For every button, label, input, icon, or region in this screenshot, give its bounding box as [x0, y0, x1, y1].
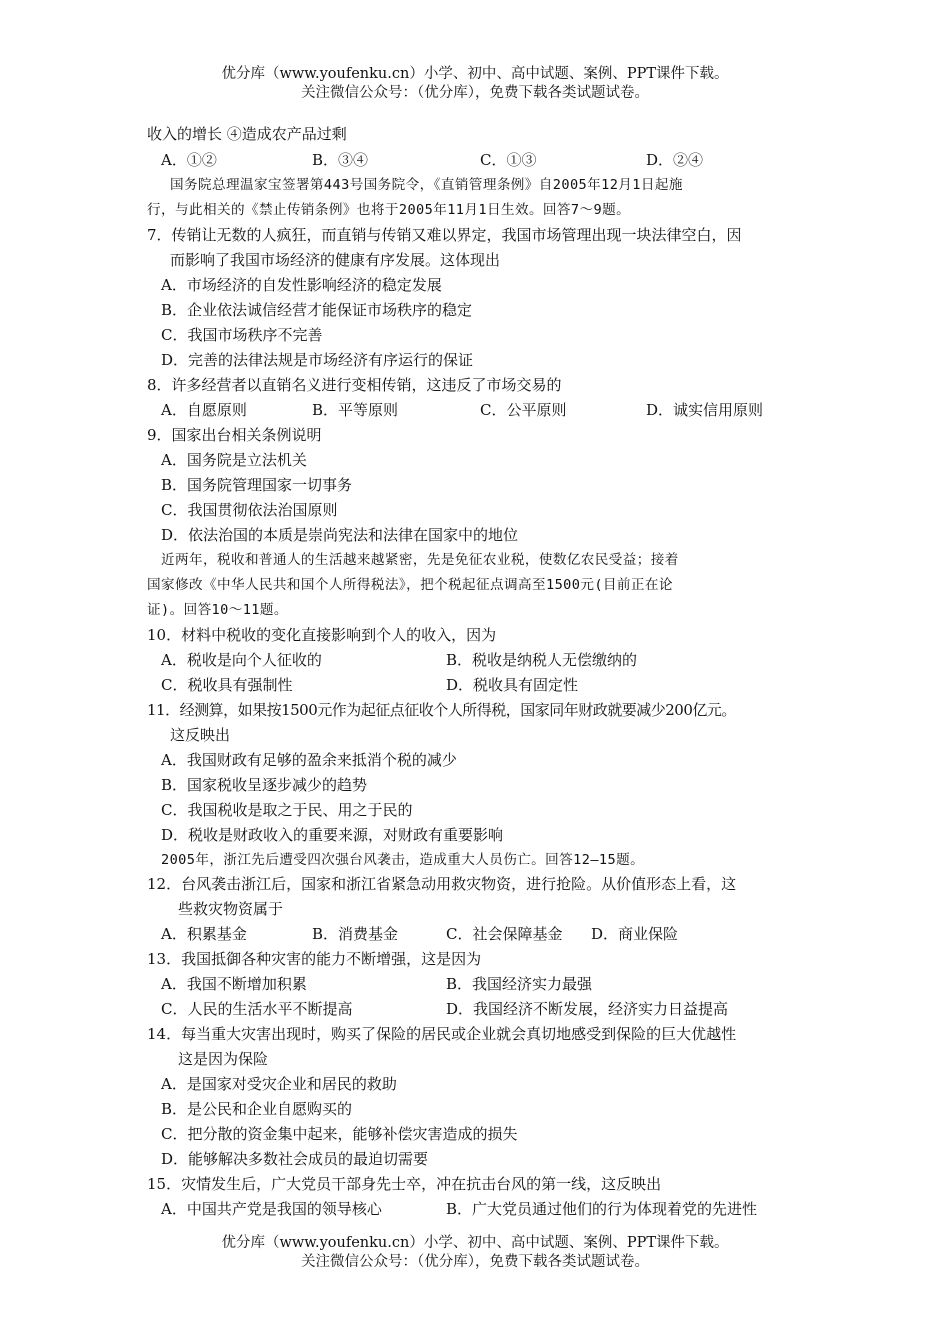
option: A．中国共产党是我国的领导核心	[161, 1200, 382, 1218]
material-text: 证)。回答10～11题。	[147, 602, 288, 618]
option: D．完善的法律法规是市场经济有序运行的保证	[161, 351, 474, 369]
option: C．税收具有强制性	[161, 676, 293, 694]
option: A．国务院是立法机关	[161, 451, 307, 469]
text-line: 收入的增长 ④造成农产品过剩	[147, 125, 347, 143]
question-text: 些救灾物资属于	[178, 900, 284, 918]
option: C．把分散的资金集中起来，能够补偿灾害造成的损失	[161, 1125, 518, 1143]
material-text: 行，与此相关的《禁止传销条例》也将于2005年11月1日生效。回答7～9题。	[147, 202, 631, 218]
option: D．商业保险	[591, 925, 679, 943]
option: B．③④	[312, 151, 369, 169]
option: B．平等原则	[312, 401, 399, 419]
page-header	[0, 65, 950, 103]
option: C．我国贯彻依法治国原则	[161, 501, 338, 519]
option: D．税收是财政收入的重要来源，对财政有重要影响	[161, 826, 504, 844]
option: A．我国不断增加积累	[161, 975, 307, 993]
option: B．我国经济实力最强	[446, 975, 593, 993]
option: C．社会保障基金	[446, 925, 563, 943]
option: D．诚实信用原则	[646, 401, 764, 419]
question-11: 11．经测算，如果按1500元作为起征点征收个人所得税，国家同年财政就要减少200亿元。	[147, 701, 736, 719]
option: B．企业依法诚信经营才能保证市场秩序的稳定	[161, 301, 473, 319]
question-9: 9．国家出台相关条例说明	[147, 426, 322, 444]
option: C．①③	[480, 151, 537, 169]
question-15: 15．灾情发生后，广大党员干部身先士卒，冲在抗击台风的第一线，这反映出	[147, 1175, 662, 1193]
question-14: 14．每当重大灾害出现时，购买了保险的居民或企业就会真切地感受到保险的巨大优越性	[147, 1025, 737, 1043]
material-text: 国务院总理温家宝签署第443号国务院令，《直销管理条例》自2005年12月1日起施	[170, 177, 683, 193]
question-text: 这反映出	[170, 726, 231, 744]
option: B．税收是纳税人无偿缴纳的	[446, 651, 638, 669]
header-line-2: 关注微信公众号：（优分库），免费下载各类试题试卷。	[301, 85, 649, 101]
option: B．是公民和企业自愿购买的	[161, 1100, 353, 1118]
option: A．①②	[161, 151, 217, 169]
question-8: 8．许多经营者以直销名义进行变相传销，这违反了市场交易的	[147, 376, 562, 394]
option: A．市场经济的自发性影响经济的稳定发展	[161, 276, 442, 294]
option: A．税收是向个人征收的	[161, 651, 322, 669]
question-13: 13．我国抵御各种灾害的能力不断增强，这是因为	[147, 950, 482, 968]
option: D．能够解决多数社会成员的最迫切需要	[161, 1150, 429, 1168]
option: B．国家税收呈逐步减少的趋势	[161, 776, 368, 794]
option: D．②④	[646, 151, 704, 169]
option: C．我国税收是取之于民、用之于民的	[161, 801, 413, 819]
option: B．消费基金	[312, 925, 399, 943]
material-text: 2005年，浙江先后遭受四次强台风袭击，造成重大人员伤亡。回答12—15题。	[161, 852, 645, 868]
option: B．广大党员通过他们的行为体现着党的先进性	[446, 1200, 758, 1218]
option: D．依法治国的本质是崇尚宪法和法律在国家中的地位	[161, 526, 519, 544]
option: C．人民的生活水平不断提高	[161, 1000, 353, 1018]
header-line-1: 优分库（www.youfenku.cn）小学、初中、高中试题、案例、PPT课件下载。	[221, 66, 729, 82]
footer-line-1: 优分库（www.youfenku.cn）小学、初中、高中试题、案例、PPT课件下载。	[221, 1235, 729, 1251]
question-10: 10．材料中税收的变化直接影响到个人的收入，因为	[147, 626, 497, 644]
option: A．是国家对受灾企业和居民的救助	[161, 1075, 397, 1093]
question-7: 7．传销让无数的人疯狂，而直销与传销又难以界定，我国市场管理出现一块法律空白，因	[147, 226, 742, 244]
option: A．自愿原则	[161, 401, 247, 419]
option: A．积累基金	[161, 925, 247, 943]
material-text: 近两年，税收和普通人的生活越来越紧密，先是免征农业税，使数亿农民受益；接着	[161, 552, 679, 568]
question-12: 12．台风袭击浙江后，国家和浙江省紧急动用救灾物资，进行抢险。从价值形态上看，这	[147, 875, 737, 893]
material-text: 国家修改《中华人民共和国个人所得税法》，把个税起征点调高至1500元(目前正在论	[147, 577, 673, 593]
option: C．公平原则	[480, 401, 567, 419]
option: A．我国财政有足够的盈余来抵消个税的减少	[161, 751, 457, 769]
question-text: 这是因为保险	[178, 1050, 269, 1068]
option: B．国务院管理国家一切事务	[161, 476, 353, 494]
option: D．税收具有固定性	[446, 676, 579, 694]
option: D．我国经济不断发展，经济实力日益提高	[446, 1000, 729, 1018]
option: C．我国市场秩序不完善	[161, 326, 323, 344]
page-footer	[0, 1234, 950, 1272]
footer-line-2: 关注微信公众号：（优分库），免费下载各类试题试卷。	[301, 1254, 649, 1270]
question-text: 而影响了我国市场经济的健康有序发展。这体现出	[170, 251, 501, 269]
